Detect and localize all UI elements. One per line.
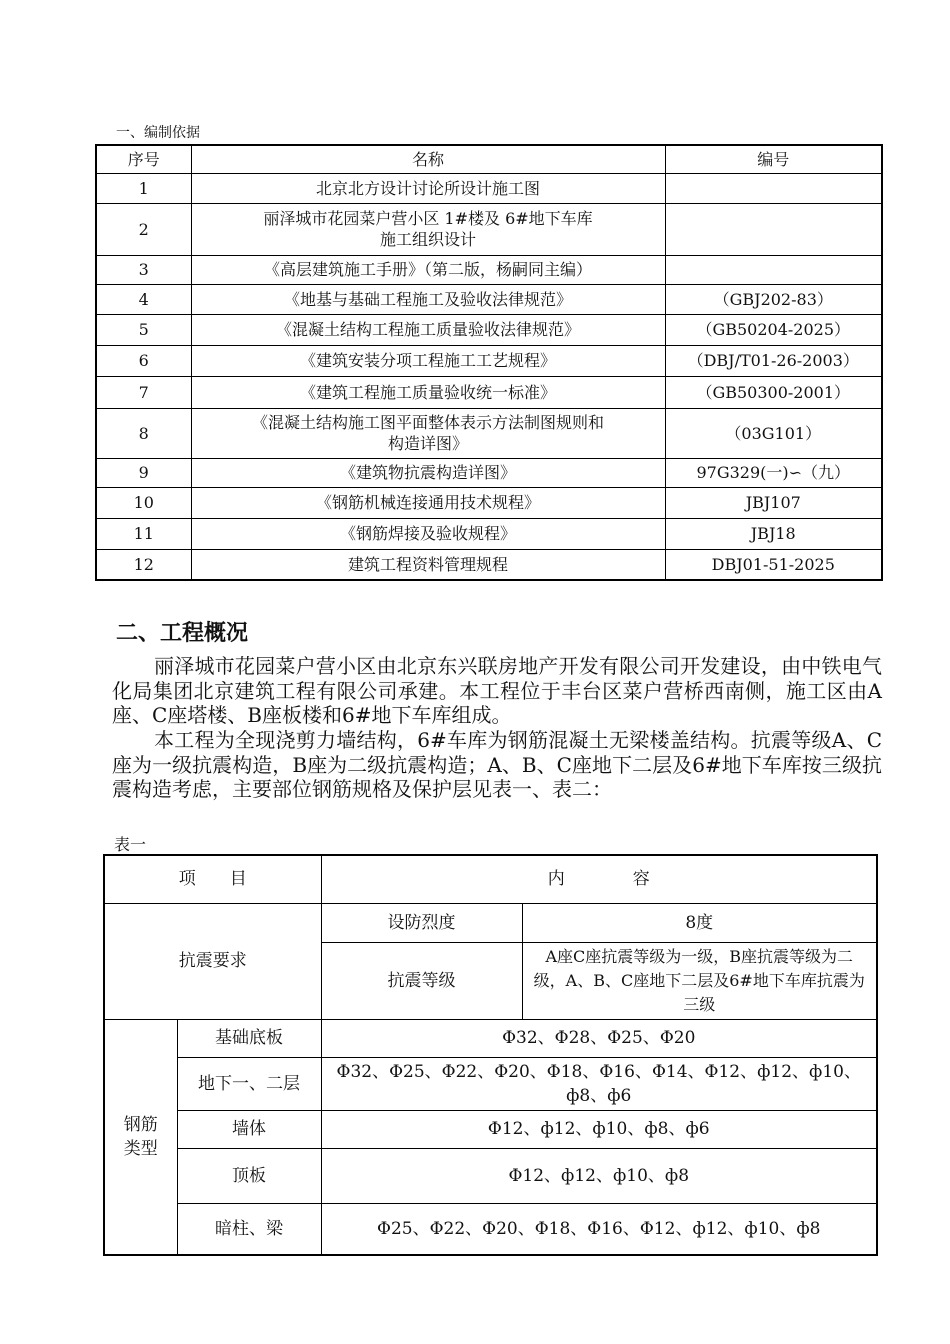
row-code: （GB50204-2025） [665,314,882,345]
row-code: 97G329(一)∽（九） [665,458,882,487]
grade-value: A座C座抗震等级为一级，B座抗震等级为二级，A、B、C座地下二层及6#地下车库抗震为三级 [522,942,877,1019]
table-row [104,1203,877,1255]
table1-caption: 表一 [114,835,147,854]
table-row [96,345,882,376]
row-no: 12 [96,549,191,580]
row-code: （DBJ/T01-26-2003） [665,345,882,376]
row-name: 北京北方设计讨论所设计施工图 [191,173,665,203]
rebar-part: 墙体 [177,1110,321,1148]
row-name: 《地基与基础工程施工及验收法律规范》 [191,284,665,314]
table-row [104,1019,877,1057]
rebar-part: 暗柱、梁 [177,1203,321,1255]
row-code: DBJ01-51-2025 [665,549,882,580]
rebar-part: 地下一、二层 [177,1057,321,1110]
row-name: 《建筑工程施工质量验收统一标准》 [191,376,665,408]
row-code: （03G101） [665,408,882,458]
table-row [104,903,877,942]
table-row [96,458,882,487]
reference-table [95,144,883,581]
rebar-spec: Φ32、Φ28、Φ25、Φ20 [321,1019,877,1057]
seismic-label: 抗震要求 [104,903,321,1019]
row-code [665,173,882,203]
row-no: 2 [96,203,191,255]
table-row [96,408,882,458]
table-row [96,487,882,518]
section1-title: 一、编制依据 [116,125,200,141]
row-name: 建筑工程资料管理规程 [191,549,665,580]
table-row [104,1148,877,1203]
rebar-part: 基础底板 [177,1019,321,1057]
table-row [104,1057,877,1110]
row-code: JBJ18 [665,518,882,549]
row-no: 3 [96,255,191,284]
table-row [96,518,882,549]
row-name: 《建筑安装分项工程施工工艺规程》 [191,345,665,376]
table-row [96,255,882,284]
overview-paragraph-1: 丽泽城市花园菜户营小区由北京东兴联房地产开发有限公司开发建设，由中铁电气化局集团北京建筑工程有限公司承建。本工程位于丰台区菜户营桥西南侧，施工区由A座、C座塔楼、B座板楼和6#地下车库组成。 [112,654,882,727]
rebar-spec: Φ32、Φ25、Φ22、Φ20、Φ18、Φ16、Φ14、Φ12、ф12、ф10、ф8、ф6 [321,1057,877,1110]
rebar-spec: Φ12、ф12、ф10、ф8 [321,1148,877,1203]
rebar-part: 顶板 [177,1148,321,1203]
header-no: 序号 [96,145,191,173]
row-code: （GBJ202-83） [665,284,882,314]
row-no: 8 [96,408,191,458]
table-row [96,314,882,345]
row-name: 《混凝土结构工程施工质量验收法律规范》 [191,314,665,345]
intensity-label: 设防烈度 [321,903,522,942]
table-row [96,284,882,314]
row-name: 《混凝土结构施工图平面整体表示方法制图规则和 构造详图》 [191,408,665,458]
row-code [665,255,882,284]
row-no: 6 [96,345,191,376]
intensity-value: 8度 [522,903,877,942]
section2-title: 二、工程概况 [116,620,249,646]
header-content: 内 容 [321,855,877,903]
rebar-spec: Φ12、ф12、ф10、ф8、ф6 [321,1110,877,1148]
row-name: 丽泽城市花园菜户营小区 1#楼及 6#地下车库 施工组织设计 [191,203,665,255]
table-row [96,549,882,580]
grade-label: 抗震等级 [321,942,522,1019]
row-name: 《高层建筑施工手册》（第二版，杨嗣同主编） [191,255,665,284]
rebar-label: 钢筋 类型 [104,1019,177,1255]
table-row [96,376,882,408]
row-name: 《建筑物抗震构造详图》 [191,458,665,487]
row-no: 1 [96,173,191,203]
header-code: 编号 [665,145,882,173]
row-code: （GB50300-2001） [665,376,882,408]
table-row [104,1110,877,1148]
row-no: 7 [96,376,191,408]
rebar-spec-table [103,854,878,1256]
header-name: 名称 [191,145,665,173]
row-no: 9 [96,458,191,487]
row-no: 5 [96,314,191,345]
row-code [665,203,882,255]
row-name: 《钢筋焊接及验收规程》 [191,518,665,549]
table-header-row [104,855,877,903]
overview-paragraph-2: 本工程为全现浇剪力墙结构，6#车库为钢筋混凝土无梁楼盖结构。抗震等级A、C座为一级抗震构造，B座为二级抗震构造；A、B、C座地下二层及6#地下车库按三级抗震构造考虑，主要部位钢筋规格及保护层见表一、表二： [112,728,882,801]
row-no: 10 [96,487,191,518]
rebar-spec: Φ25、Φ22、Φ20、Φ18、Φ16、Φ12、ф12、ф10、ф8 [321,1203,877,1255]
row-code: JBJ107 [665,487,882,518]
row-name: 《钢筋机械连接通用技术规程》 [191,487,665,518]
table-header-row [96,145,882,173]
row-no: 4 [96,284,191,314]
table-row [96,203,882,255]
table-row [96,173,882,203]
header-item: 项 目 [104,855,321,903]
row-no: 11 [96,518,191,549]
